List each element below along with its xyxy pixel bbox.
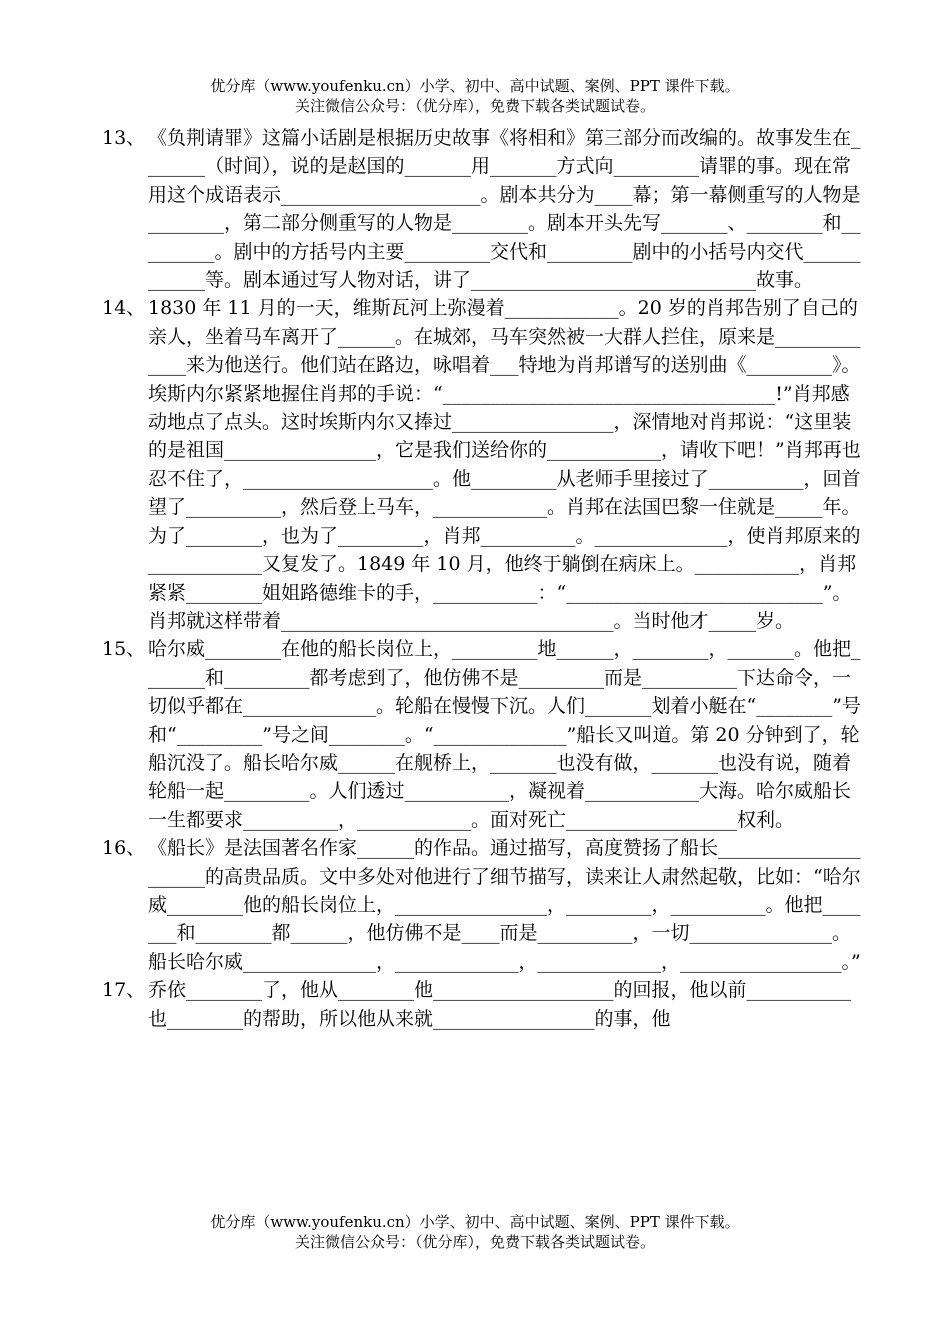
question-text: 《船长》是法国著名作家______的作品。通过描写，高度赞扬了船长_____________________的高贵品质。文中多处对他进行了细节描写，读来让人肃然起敬，比如：“哈尔威________他的船长岗位上，________________，_________，__________。他把_______和________都______，他仿佛不是____而是__________，一切_______________。船长哈尔威______________，_____________，_____________，_________________。” — [148, 837, 861, 973]
question-15 — [102, 635, 862, 834]
question-text: 乔依________了，他从________他___________________的回报，他以前___________也________的帮助，所以他从来就_________________的事，他 — [148, 979, 852, 1030]
question-16 — [102, 834, 862, 976]
question-list — [102, 124, 862, 1033]
question-17 — [102, 976, 862, 1033]
question-14 — [102, 294, 862, 635]
question-number: 15、 — [102, 638, 146, 661]
page-footer — [0, 1212, 950, 1252]
question-text: 《负荆请罪》这篇小话剧是根据历史故事《将相和》第三部分而改编的。故事发生在_______（时间），说的是赵国的_______用_______方式向_________请罪的事。现在常用这个成语表示_____________________。剧本共分为____幕；第一幕侧重写的人物是________，第二部分侧重写的人物是________。剧本开头先写_______、________和_________。剧中的方括号内主要_________交代和_________剧中的小括号内交代____________等。剧本通过写人物对话，讲了______________________________故事。 — [148, 127, 861, 292]
question-13 — [102, 124, 862, 294]
question-number: 16、 — [102, 837, 146, 860]
page-header — [0, 76, 950, 116]
question-number: 14、 — [102, 297, 146, 320]
footer-site-line: 优分库（www.youfenku.cn）小学、初中、高中试题、案例、PPT 课件下载。 — [210, 1213, 740, 1231]
question-number: 17、 — [102, 979, 146, 1002]
question-text: 1830 年 11 月的一天，维斯瓦河上弥漫着____________。20 岁的肖邦告别了自己的亲人，坐着马车离开了______。在城郊，马车突然被一大群人拦住，原来是_____________来为他送行。他们站在路边，咏唱着___特地为肖邦谱写的送别曲《_________》。埃斯内尔紧紧地握住肖邦的手说：“___________________________________!”肖邦感动地点了点头。这时埃斯内尔又捧过_________________，深情地对肖邦说：“这里装的是祖国________________，它是我们送给你的____________，请收下吧！”肖邦再也忍不住了，____________________。他_________从老师手里接过了__________，回首望了__________，然后登上马车，____________。肖邦在法国巴黎一住就是_____年。为了________，也为了_________，肖邦__________。______________，使肖邦原来的____________又复发了。1849 年 10 月，他终于躺倒在病床上。___________，肖邦紧紧________姐姐路德维卡的手，___________：“___________________________”。肖邦就这样带着___________________________________。当时他才_____岁。 — [148, 297, 861, 632]
header-site-line: 优分库（www.youfenku.cn）小学、初中、高中试题、案例、PPT 课件下载。 — [210, 77, 740, 95]
question-number: 13、 — [102, 127, 146, 149]
question-text: 哈尔威________在他的船长岗位上，_________地______，________，_______。他把_______和_________都考虑到了，他仿佛不是_________而是__________下达命令，一切似乎都在______________。轮船在慢慢下沉。人们_______划着小艇在“________”号和“_________”号之间________。“______________”船长又叫道。第 20 分钟到了，轮船沉没了。船长哈尔威______在舰桥上，_______也没有做，_______也没有说，随着轮船一起_________。人们透过___________，凝视着____________大海。哈尔威船长一生都要求__________，____________。面对死亡__________________权利。 — [148, 638, 861, 831]
header-wechat-line: 关注微信公众号：（优分库），免费下载各类试题试卷。 — [294, 97, 655, 115]
footer-wechat-line: 关注微信公众号：（优分库），免费下载各类试题试卷。 — [294, 1233, 655, 1251]
